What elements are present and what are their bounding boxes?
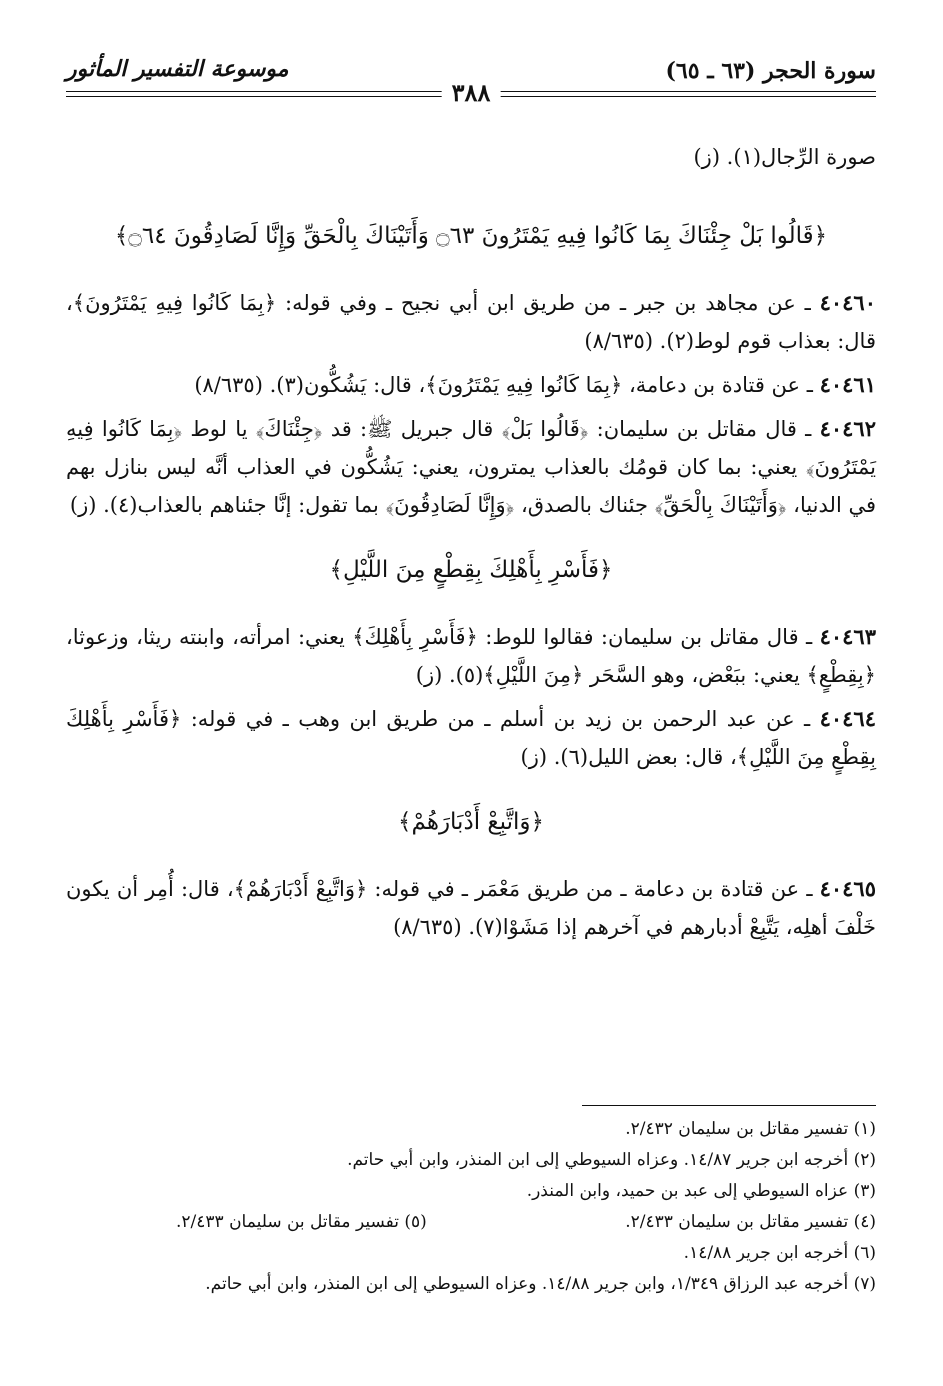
ayah-heading-3: ﴿وَاتَّبِعْ أَدْبَارَهُمْ﴾ [398, 809, 544, 835]
entry-number: ٤٠٤٦١ [819, 372, 876, 397]
footnote-7: (٧) أخرجه عبد الرزاق ١/٣٤٩، وابن جرير ١٤/٨٨. وعزاه السيوطي إلى ابن المنذر، وابن أبي حاتم. [205, 1274, 876, 1294]
footnote-4: (٤) تفسير مقاتل بن سليمان ٢/٤٣٣. [625, 1212, 876, 1232]
entry-40460 [66, 284, 876, 360]
footnote-3: (٣) عزاه السيوطي إلى عبد بن حميد، وابن المنذر. [526, 1181, 876, 1201]
footnote-separator [582, 1105, 876, 1106]
footnote-1: (١) تفسير مقاتل بن سليمان ٢/٤٣٢. [625, 1119, 876, 1139]
entry-text: ـ قال مقاتل بن سليمان: فقالوا للوط: ﴿فَأَسْرِ بِأَهْلِكَ﴾ يعني: امرأته، وابنته ريثا، وزعوثا، ﴿بِقِطْعٍ﴾ يعني: ببَعْض، وهو السَّحَر ﴿مِنَ اللَّيْلِ﴾(٥). (ز) [66, 625, 876, 687]
ayah-heading-1: ﴿قَالُوا بَلْ جِئْنَاكَ بِمَا كَانُوا فِيهِ يَمْتَرُونَ ۝٦٣ وَأَتَيْنَاكَ بِالْحَقِّ وَإِنَّا لَصَادِقُونَ ۝٦٤﴾ [114, 223, 828, 249]
entry-number: ٤٠٤٦٤ [819, 706, 876, 731]
book-title: موسوعة التفسير المأثور [66, 56, 289, 82]
footnote-row-4-5 [66, 1207, 876, 1238]
page-number: ٣٨٨ [442, 78, 501, 107]
entry-40465 [66, 870, 876, 946]
entry-text: ـ عن قتادة بن دعامة ـ من طريق مَعْمَر ـ في قوله: ﴿وَاتَّبِعْ أَدْبَارَهُمْ﴾، قال: أُمِر أن يكون خَلْفَ أهلِه، يَتَّبِعْ أدبارهم في آخرهم إذا مَشَوْا(٧). (٨/٦٣٥) [66, 877, 876, 939]
ayah-heading-2: ﴿فَأَسْرِ بِأَهْلِكَ بِقِطْعٍ مِنَ اللَّيْلِ﴾ [329, 557, 613, 583]
entry-number: ٤٠٤٦٣ [819, 624, 876, 649]
entry-number: ٤٠٤٦٢ [819, 416, 876, 441]
entry-text: ـ عن عبد الرحمن بن زيد بن أسلم ـ من طريق ابن وهب ـ في قوله: ﴿فَأَسْرِ بِأَهْلِكَ بِقِطْعٍ مِنَ اللَّيْلِ﴾، قال: بعض الليل(٦). (ز) [66, 707, 876, 769]
entry-text: ـ قال مقاتل بن سليمان: ﴿قَالُوا بَلْ﴾ قال جبريل ﷺ: قد ﴿جِئْنَاكَ﴾ يا لوط ﴿بِمَا كَانُوا فِيهِ يَمْتَرُونَ﴾ يعني: بما كان قومُك بالعذاب يمترون، يعني: يَشُكُّون في العذاب أنَّه ليس بنازل بهم في الدنيا، ﴿وَأَتَيْنَاكَ بِالْحَقِّ﴾ جئناك بالصدق، ﴿وَإِنَّا لَصَادِقُونَ﴾ بما تقول: إنَّا جئناهم بالعذاب(٤). (ز) [66, 417, 876, 517]
surah-title: سورة الحجر (٦٣ ـ ٦٥) [665, 58, 876, 84]
footnote-6: (٦) أخرجه ابن جرير ١٤/٨٨. [683, 1243, 876, 1263]
opening-line: صورة الرِّجال(١). (ز) [693, 145, 876, 169]
entry-number: ٤٠٤٦٥ [819, 876, 876, 901]
entry-40463 [66, 618, 876, 694]
entry-40461 [66, 366, 876, 404]
page-header [66, 52, 876, 116]
entry-40462 [66, 410, 876, 524]
entry-number: ٤٠٤٦٠ [819, 290, 876, 315]
footnote-5: (٥) تفسير مقاتل بن سليمان ٢/٤٣٣. [176, 1212, 427, 1232]
page-body [66, 118, 876, 952]
entry-text: ـ عن مجاهد بن جبر ـ من طريق ابن أبي نجيح ـ وفي قوله: ﴿بِمَا كَانُوا فِيهِ يَمْتَرُونَ﴾، قال: بعذاب قوم لوط(٢). (٨/٦٣٥) [66, 291, 876, 353]
footnotes [66, 1114, 876, 1300]
footnote-2: (٢) أخرجه ابن جرير ١٤/٨٧. وعزاه السيوطي إلى ابن المنذر، وابن أبي حاتم. [347, 1150, 876, 1170]
entry-40464 [66, 700, 876, 776]
entry-text: ـ عن قتادة بن دعامة، ﴿بِمَا كَانُوا فِيهِ يَمْتَرُونَ﴾، قال: يَشُكُّون(٣). (٨/٦٣٥) [194, 373, 820, 397]
